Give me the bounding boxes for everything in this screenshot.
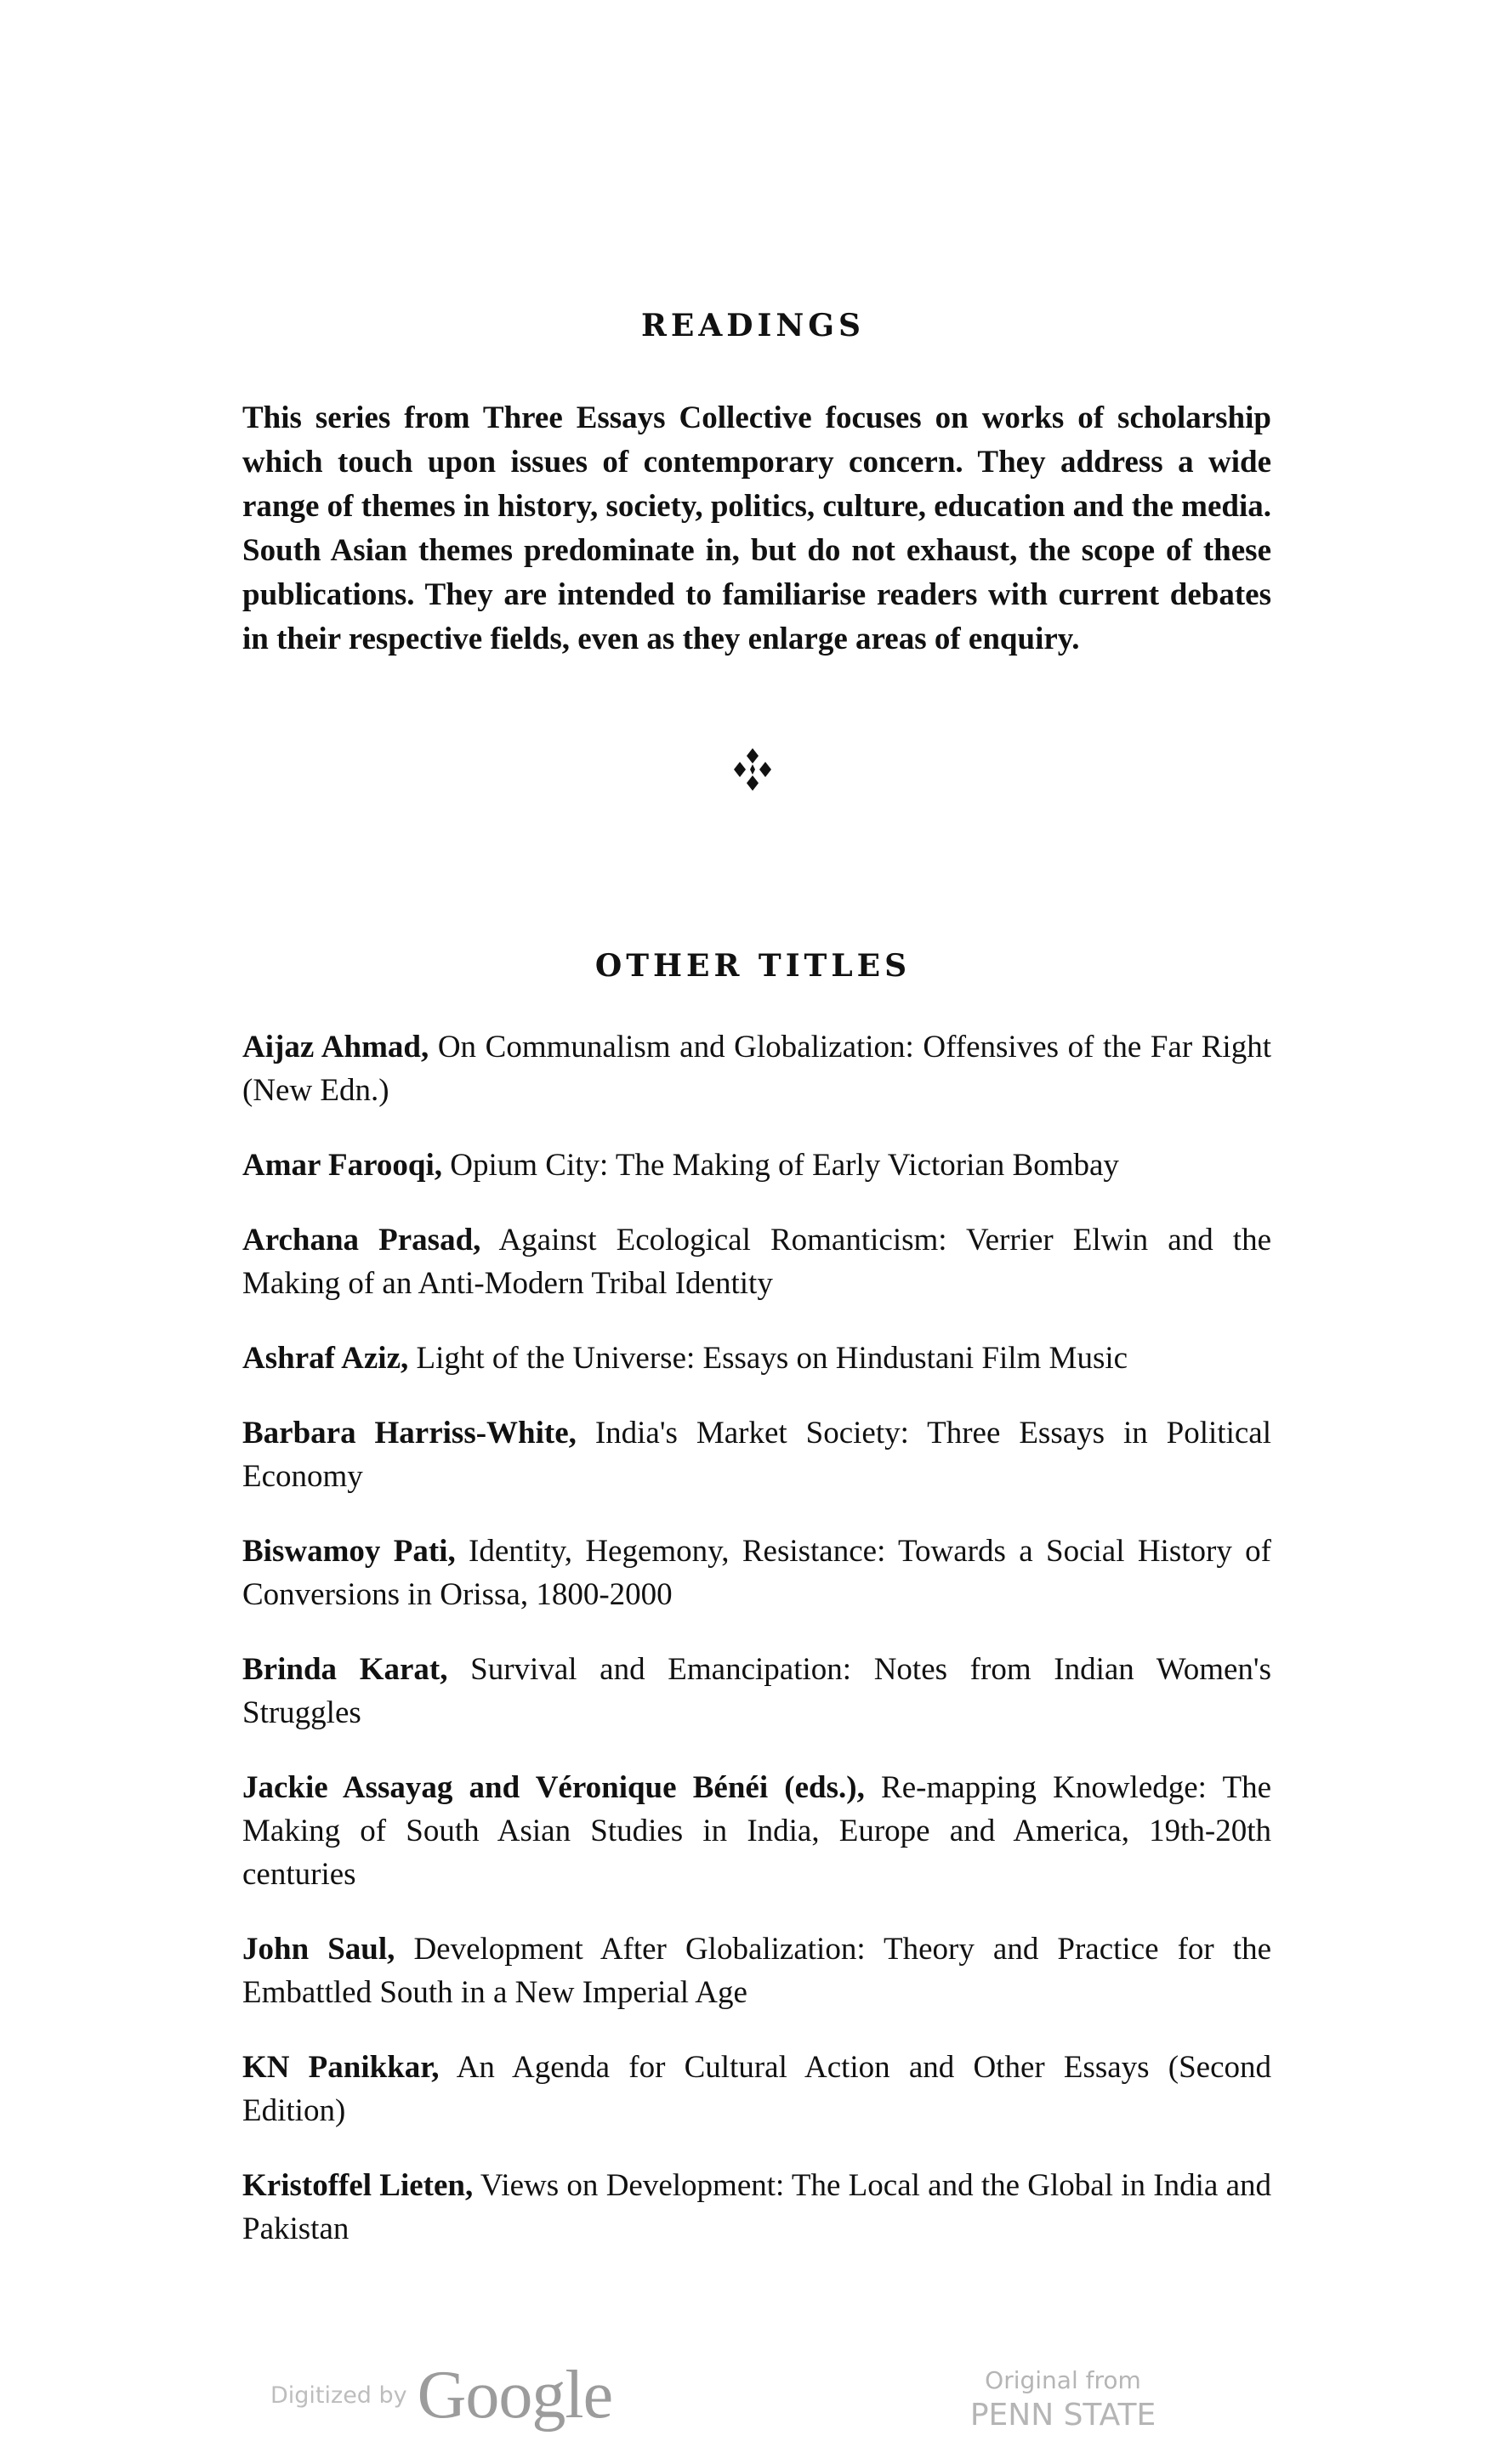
book-title: Light of the Universe: Essays on Hindustani Film Music [408,1341,1128,1376]
list-item [242,1530,1271,1616]
list-item [242,1025,1271,1112]
list-item [242,2046,1271,2132]
list-item [242,1766,1271,1896]
book-title: On Communalism and Globalization: Offensives of the Far Right (New Edn.) [242,1030,1271,1108]
book-author: Ashraf Aziz, [242,1341,409,1376]
original-source-watermark [935,2366,1191,2433]
other-titles-list [242,1025,1271,2282]
diamond-cluster-ornament-icon [731,747,774,798]
other-titles-heading: OTHER TITLES [594,948,912,984]
book-title: India's Market Society: Three Essays in Political Economy [242,1416,1271,1494]
google-logo: Google [417,2357,613,2433]
book-title: Re-mapping Knowledge: The Making of South Asian Studies in India, Europe and America, 19th-20th centuries [242,1770,1271,1892]
list-item [242,1144,1271,1187]
list-item [242,2164,1271,2251]
list-item [242,1411,1271,1498]
list-item [242,1648,1271,1734]
book-author: Jackie Assayag and Véronique Bénéi (eds.), [242,1770,865,1805]
book-author: Biswamoy Pati, [242,1534,456,1569]
book-title: An Agenda for Cultural Action and Other Essays (Second Edition) [242,2050,1271,2128]
readings-heading: READINGS [641,308,865,343]
list-item [242,1218,1271,1305]
book-title: Identity, Hegemony, Resistance: Towards a Social History of Conversions in Orissa, 1800-2000 [242,1534,1271,1612]
book-author: Aijaz Ahmad, [242,1030,429,1065]
book-author: KN Panikkar, [242,2050,440,2085]
series-description: This series from Three Essays Collective focuses on works of scholarship which touch upon issues of contemporary concern. They address a wide range of themes in history, society, politics, culture, education and the media. South Asian themes predominate in, but do not exhaust, the scope of these publications. They are intended to familiarise readers with current debates in their respective fields, even as they enlarge areas of enquiry. [242,400,1271,656]
book-title: Views on Development: The Local and the Global in India and Pakistan [242,2168,1272,2246]
institution-label: PENN STATE [969,2398,1156,2433]
book-author: Amar Farooqi, [242,1148,443,1183]
list-item [242,1337,1271,1380]
digitized-by-google-watermark [270,2357,612,2433]
list-item [242,1927,1271,2014]
book-title: Against Ecological Romanticism: Verrier Elwin and the Making of an Anti-Modern Tribal Identity [242,1223,1271,1301]
book-author: Barbara Harriss-White, [242,1416,577,1451]
book-author: John Saul, [242,1932,395,1967]
book-title: Survival and Emancipation: Notes from Indian Women's Struggles [242,1652,1272,1730]
book-author: Brinda Karat, [242,1652,448,1687]
book-title: Development After Globalization: Theory and Practice for the Embattled South in a New Imperial Age [242,1932,1271,2010]
book-title: Opium City: The Making of Early Victorian Bombay [442,1148,1119,1183]
digitized-label: Digitized by [270,2382,407,2409]
book-author: Archana Prasad, [242,1223,481,1258]
book-author: Kristoffel Lieten, [242,2168,474,2203]
original-from-label: Original from [985,2366,1141,2394]
